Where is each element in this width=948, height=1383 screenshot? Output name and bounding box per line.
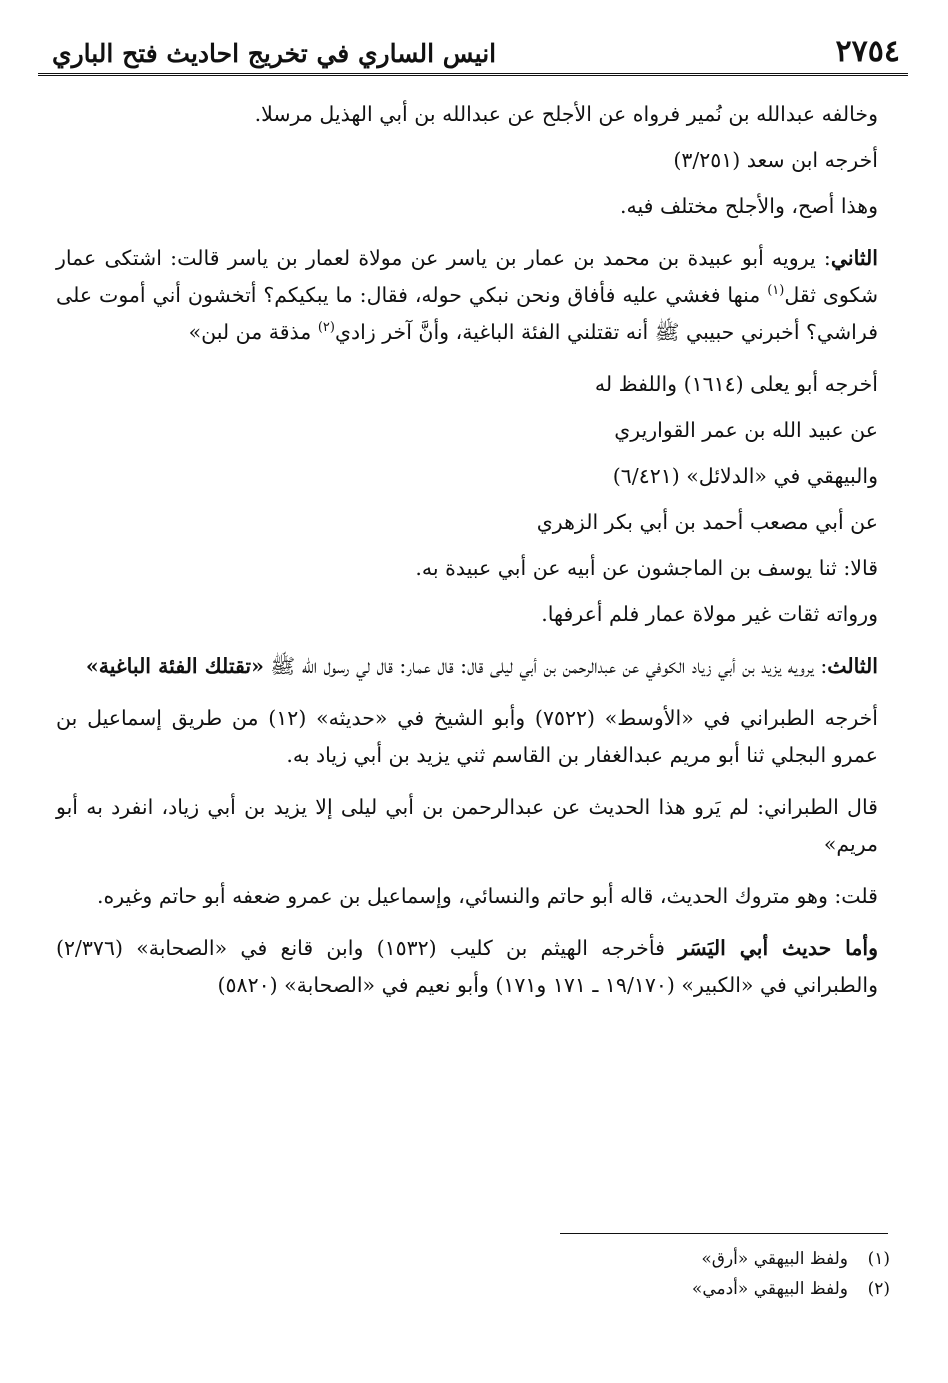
hadith-quote: «تقتلك الفئة الباغية» (85, 654, 264, 678)
paragraph-second-narration (56, 240, 888, 351)
paragraph-1 (56, 96, 888, 133)
footnote-2 (56, 1274, 890, 1304)
footnote-ref-1[interactable]: (١) (767, 283, 785, 299)
paragraph-13 (56, 789, 888, 863)
paragraph-text: أخرجه ابن سعد (٣/٢٥١) (673, 148, 878, 172)
paragraph-text: قلت: وهو متروك الحديث، قاله أبو حاتم والنسائي، وإسماعيل بن عمرو ضعفه أبو حاتم وغيره. (96, 884, 878, 908)
paragraph-text: مذقة من لبن» (188, 320, 318, 344)
paragraph-text: والبيهقي في «الدلائل» (٦/٤٢١) (612, 464, 878, 488)
footnote-text: ولفظ البيهقي «أدمي» (691, 1279, 848, 1299)
paragraph-14 (56, 878, 888, 915)
paragraph-text: وهذا أصح، والأجلح مختلف فيه. (619, 194, 878, 218)
paragraph-8 (56, 504, 888, 541)
section-label-third: الثالث (827, 654, 878, 678)
paragraph-10 (56, 596, 888, 633)
footnote-divider (560, 1233, 888, 1234)
paragraph-6 (56, 412, 888, 449)
paragraph-text: أخرجه أبو يعلى (١٦١٤) واللفظ له (594, 372, 878, 396)
book-title: انيس الساري في تخريج احاديث فتح الباري (52, 39, 497, 68)
paragraph-5 (56, 366, 888, 403)
section-lead-abu-alyasar: وأما حديث أبي اليَسَر (678, 936, 878, 960)
paragraph-text: قال الطبراني: لم يَرو هذا الحديث عن عبدالرحمن بن أبي ليلى إلا يزيد بن أبي زياد، انفرد به أبو مريم» (56, 795, 878, 856)
page-number: ٢٧٥٤ (835, 34, 900, 69)
main-text (56, 96, 888, 1019)
paragraph-text: عن عبيد الله بن عمر القواريري (614, 418, 878, 442)
paragraph-text: أخرجه الطبراني في «الأوسط» (٧٥٢٢) وأبو الشيخ في «حديثه» (١٢) من طريق إسماعيل بن عمرو البجلي ثنا أبو مريم عبدالغفار بن القاسم ثني يزيد بن أبي زياد به. (56, 706, 878, 767)
paragraph-15 (56, 930, 888, 1004)
paragraph-third-narration (56, 648, 888, 685)
paragraph-2 (56, 142, 888, 179)
footnote-number: (٢) (867, 1279, 890, 1299)
footnote-1 (56, 1244, 890, 1274)
paragraph-3 (56, 188, 888, 225)
paragraph-text: قالا: ثنا يوسف بن الماجشون عن أبيه عن أبي عبيدة به. (415, 556, 878, 580)
footnote-number: (١) (867, 1249, 890, 1269)
paragraph-text: عن أبي مصعب أحمد بن أبي بكر الزهري (536, 510, 878, 534)
paragraph-text: : يرويه أبو عبيدة بن محمد بن عمار بن ياسر عن مولاة لعمار بن ياسر قالت: اشتكى عمار شكوى ثقل (56, 246, 878, 307)
paragraph-9 (56, 550, 888, 587)
paragraph-7 (56, 458, 888, 495)
paragraph-12 (56, 700, 888, 774)
footnote-text: ولفظ البيهقي «أرق» (701, 1249, 848, 1269)
paragraph-text: ورواته ثقات غير مولاة عمار فلم أعرفها. (541, 602, 878, 626)
footnote-ref-2[interactable]: (٢) (317, 320, 335, 336)
footnotes (56, 1244, 890, 1304)
section-label-second: الثاني (830, 246, 878, 270)
paragraph-text: فأخرجه الهيثم بن كليب (١٥٣٢) وابن قانع في «الصحابة» (٢/٣٧٦) والطبراني في «الكبير» (١٩/١٧٠ ـ ١٧١ و١٧١) وأبو نعيم في «الصحابة» (٥٨٢٠) (56, 936, 878, 997)
page-header (38, 32, 908, 76)
paragraph-text: وخالفه عبدالله بن نُمير فرواه عن الأجلح عن عبدالله بن أبي الهذيل مرسلا. (254, 102, 878, 126)
paragraph-text: منها فغشي عليه فأفاق ونحن نبكي حوله، فقال: ما يبكيكم؟ أتخشون أني أموت على فراشي؟ أخبرني حبيبي ﷺ أنه تقتلني الفئة الباغية، وأنَّ آخر زادي (56, 283, 878, 344)
paragraph-text: : يرويه يزيد بن أبي زياد الكوفي عن عبدالرحمن بن أبي ليلى قال: قال عمار: قال لي رسول الله ﷺ (263, 654, 828, 678)
